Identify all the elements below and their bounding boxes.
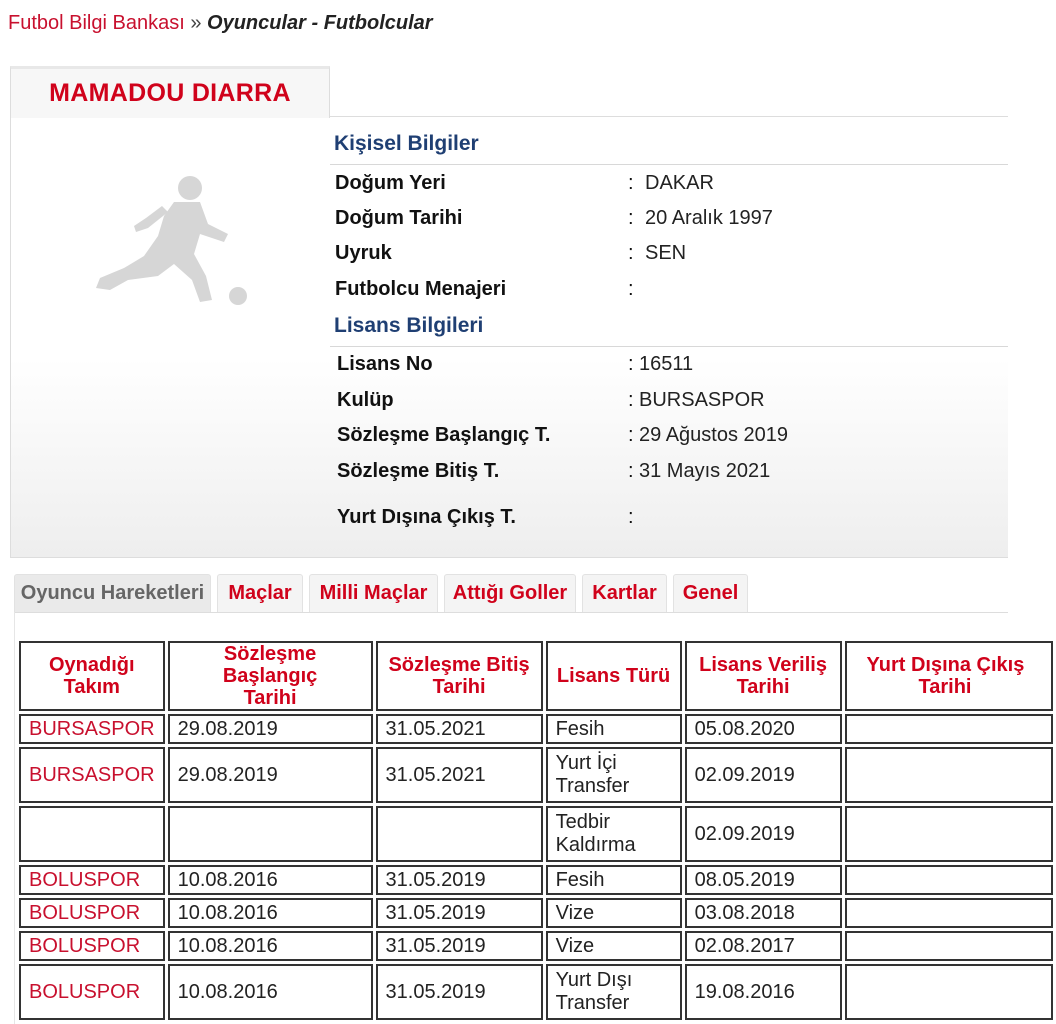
table-header-row (19, 641, 1053, 711)
cell-abroad (845, 714, 1053, 744)
content-border (14, 612, 15, 1024)
info-value: SEN (645, 242, 687, 264)
team-link[interactable]: BURSASPOR (19, 714, 165, 744)
info-value: 16511 (639, 353, 694, 375)
info-label: Sözleşme Bitiş T. (337, 460, 500, 482)
info-row-contract-end (337, 460, 1010, 490)
license-info-divider (330, 346, 1008, 347)
info-colon: : (628, 460, 634, 482)
player-name: MAMADOU DIARRA (49, 79, 291, 107)
info-value: DAKAR (645, 172, 714, 194)
cell-start: 10.08.2016 (168, 865, 373, 895)
cell-end: 31.05.2019 (376, 865, 543, 895)
tab-goals[interactable]: Attığı Goller (444, 574, 576, 612)
info-row-club (337, 389, 1010, 419)
cell-start: 10.08.2016 (168, 898, 373, 928)
col-header-license-issue: Lisans Veriliş Tarihi (685, 641, 842, 711)
info-label: Lisans No (337, 353, 433, 375)
info-label: Sözleşme Başlangıç T. (337, 424, 551, 446)
cell-end: 31.05.2019 (376, 931, 543, 961)
info-label: Doğum Yeri (335, 172, 446, 194)
team-link[interactable]: BOLUSPOR (19, 931, 165, 961)
table-row (19, 747, 1053, 803)
panel-divider (330, 116, 1008, 117)
tab-matches[interactable]: Maçlar (217, 574, 303, 612)
cell-type: Vize (546, 931, 682, 961)
personal-info-divider (330, 164, 1008, 165)
tab-national-matches[interactable]: Milli Maçlar (309, 574, 438, 612)
cell-issued: 02.09.2019 (685, 806, 842, 862)
info-colon: : (628, 506, 634, 528)
info-colon: : (628, 242, 634, 264)
tab-cards[interactable]: Kartlar (582, 574, 667, 612)
col-header-contract-start: Sözleşme Başlangıç Tarihi (168, 641, 373, 711)
col-header-abroad-exit: Yurt Dışına Çıkış Tarihi (845, 641, 1053, 711)
info-value: 20 Aralık 1997 (645, 207, 773, 229)
table-row (19, 865, 1053, 895)
breadcrumb (8, 12, 433, 35)
cell-abroad (845, 806, 1053, 862)
table-row (19, 714, 1053, 744)
info-colon: : (628, 278, 634, 300)
cell-issued: 02.08.2017 (685, 931, 842, 961)
cell-end (376, 806, 543, 862)
cell-type: Yurt İçi Transfer (546, 747, 682, 803)
info-row-nationality (335, 242, 1008, 272)
team-link[interactable]: BOLUSPOR (19, 898, 165, 928)
table-row (19, 964, 1053, 1020)
info-colon: : (628, 424, 634, 446)
info-colon: : (628, 389, 634, 411)
info-label: Doğum Tarihi (335, 207, 463, 229)
personal-info-title: Kişisel Bilgiler (334, 132, 479, 155)
cell-issued: 03.08.2018 (685, 898, 842, 928)
info-label: Futbolcu Menajeri (335, 278, 507, 300)
player-silhouette-icon (88, 172, 258, 312)
info-row-abroad-exit (337, 506, 1010, 536)
info-value: 31 Mayıs 2021 (639, 460, 771, 482)
info-row-contract-start (337, 424, 1010, 454)
col-header-license-type: Lisans Türü (546, 641, 682, 711)
info-row-birthplace (335, 172, 1008, 202)
cell-issued: 08.05.2019 (685, 865, 842, 895)
info-colon: : (628, 353, 634, 375)
player-movements-table (16, 638, 1056, 1023)
cell-type: Yurt Dışı Transfer (546, 964, 682, 1020)
cell-type: Fesih (546, 714, 682, 744)
cell-type: Tedbir Kaldırma (546, 806, 682, 862)
license-info-title: Lisans Bilgileri (334, 314, 484, 337)
tab-player-movements[interactable]: Oyuncu Hareketleri (14, 574, 211, 612)
breadcrumb-current: Oyuncular - Futbolcular (207, 12, 433, 34)
cell-abroad (845, 964, 1053, 1020)
col-header-team: Oynadığı Takım (19, 641, 165, 711)
cell-abroad (845, 747, 1053, 803)
table-row (19, 931, 1053, 961)
cell-abroad (845, 931, 1053, 961)
cell-end: 31.05.2019 (376, 898, 543, 928)
cell-type: Fesih (546, 865, 682, 895)
info-label: Yurt Dışına Çıkış T. (337, 506, 516, 528)
cell-issued: 19.08.2016 (685, 964, 842, 1020)
team-link[interactable] (19, 806, 165, 862)
cell-start (168, 806, 373, 862)
info-colon: : (628, 207, 634, 229)
player-name-tab (10, 66, 330, 118)
team-link[interactable]: BOLUSPOR (19, 964, 165, 1020)
cell-abroad (845, 865, 1053, 895)
table-row (19, 898, 1053, 928)
info-row-license-no (337, 353, 1010, 383)
team-link[interactable]: BOLUSPOR (19, 865, 165, 895)
cell-issued: 05.08.2020 (685, 714, 842, 744)
cell-end: 31.05.2021 (376, 714, 543, 744)
cell-type: Vize (546, 898, 682, 928)
info-row-birthdate (335, 207, 1008, 237)
col-header-contract-end: Sözleşme Bitiş Tarihi (376, 641, 543, 711)
info-label: Kulüp (337, 389, 394, 411)
info-value: 29 Ağustos 2019 (639, 424, 789, 446)
cell-start: 10.08.2016 (168, 931, 373, 961)
cell-start: 10.08.2016 (168, 964, 373, 1020)
info-value: BURSASPOR (639, 389, 765, 411)
cell-abroad (845, 898, 1053, 928)
breadcrumb-separator: » (190, 12, 202, 34)
info-label: Uyruk (335, 242, 392, 264)
info-row-agent (335, 278, 1008, 308)
cell-end: 31.05.2021 (376, 747, 543, 803)
cell-start: 29.08.2019 (168, 747, 373, 803)
cell-issued: 02.09.2019 (685, 747, 842, 803)
tab-general[interactable]: Genel (673, 574, 748, 612)
breadcrumb-home-link[interactable]: Futbol Bilgi Bankası (8, 12, 185, 34)
info-colon: : (628, 172, 634, 194)
table-row (19, 806, 1053, 862)
team-link[interactable]: BURSASPOR (19, 747, 165, 803)
cell-start: 29.08.2019 (168, 714, 373, 744)
tabs-divider (14, 612, 1008, 613)
cell-end: 31.05.2019 (376, 964, 543, 1020)
